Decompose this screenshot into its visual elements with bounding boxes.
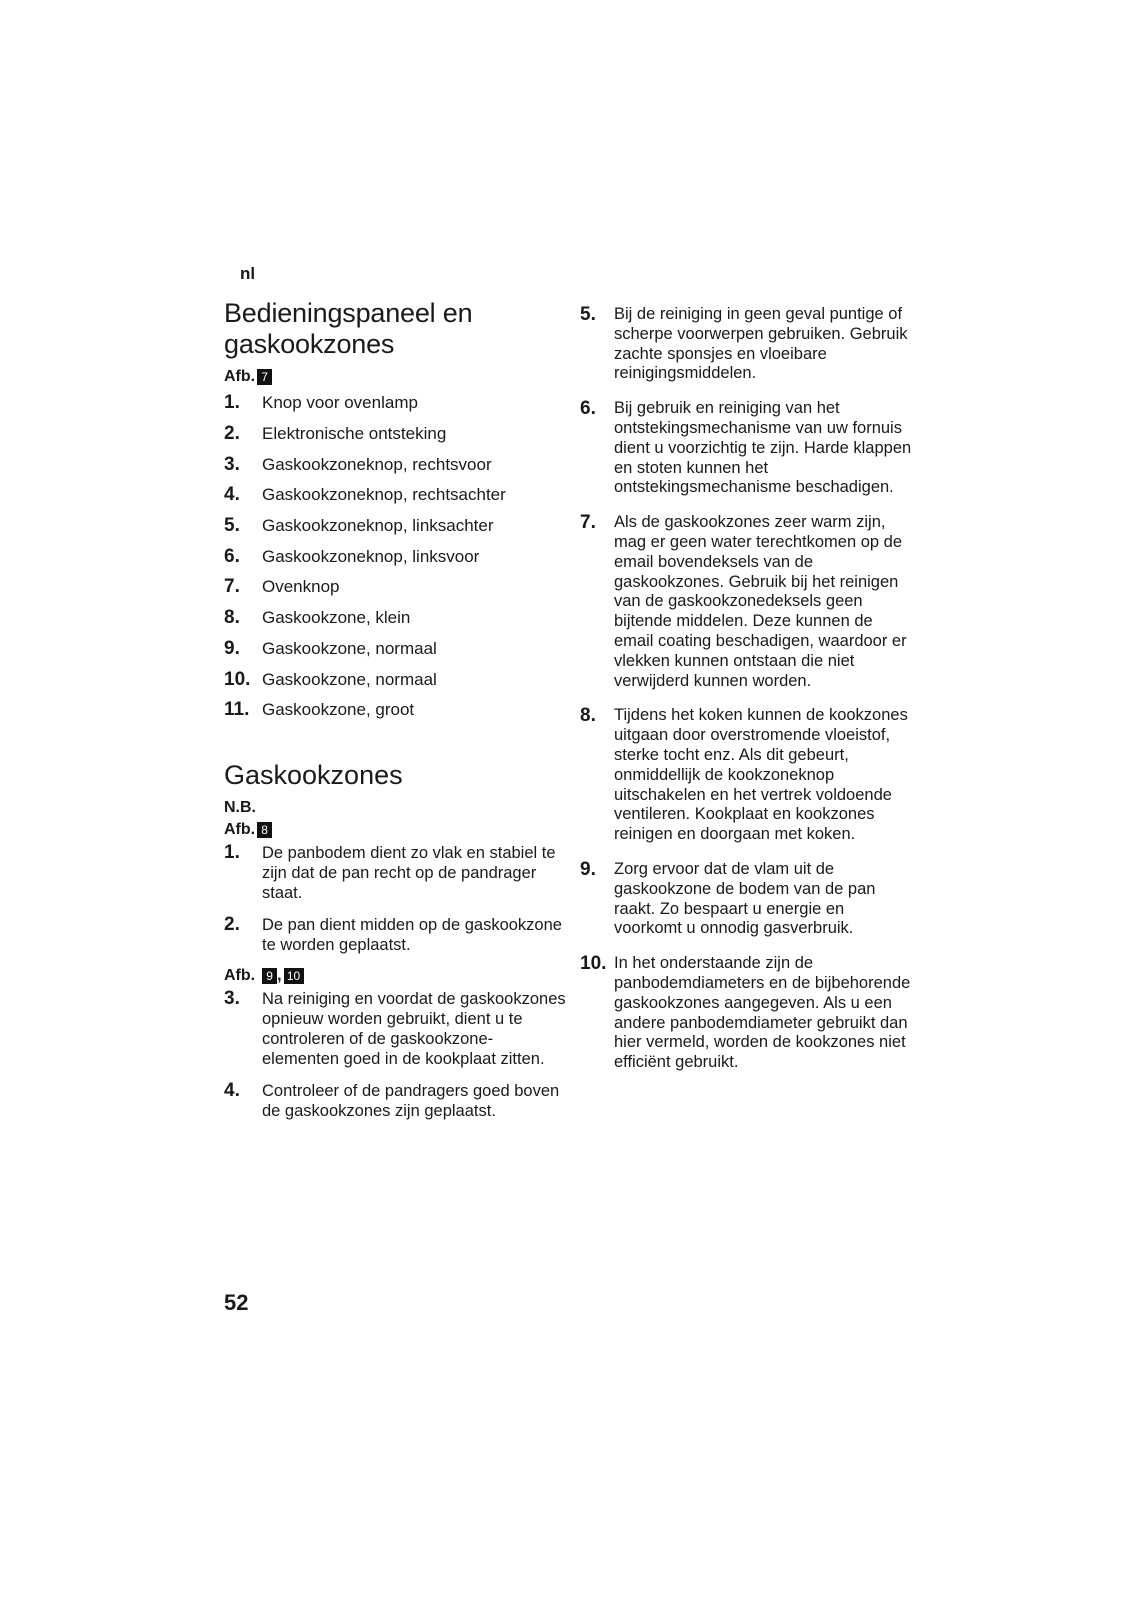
item-number: 8. [580, 705, 596, 727]
list-item [580, 860, 920, 939]
list-item [224, 388, 569, 419]
section-title-control-panel: Bedieningspaneel en gaskookzones [224, 298, 473, 359]
language-code: nl [240, 264, 256, 283]
item-number: 10. [224, 668, 251, 690]
item-number: 3. [224, 453, 240, 475]
item-number: 5. [580, 304, 596, 325]
item-text: De panbodem dient zo vlak en stabiel te zijn dat de pan recht op de pandrager staat. [262, 843, 556, 902]
list-item [580, 706, 920, 845]
pan-instructions-list [224, 843, 569, 955]
zone-check-list [224, 989, 569, 1121]
list-item [224, 1081, 569, 1121]
item-text: Ovenknop [262, 577, 340, 597]
list-item [224, 843, 569, 903]
item-text: Zorg ervoor dat de vlam uit de gaskookzone de bodem van de pan raakt. Zo bespaart u energie en voorkomt u onnodig gasverbruik. [614, 859, 876, 938]
item-number: 9. [580, 858, 596, 880]
list-item [224, 480, 569, 511]
list-item [580, 954, 920, 1073]
item-text: Gaskookzoneknop, linksvoor [262, 546, 480, 566]
item-text: Gaskookzoneknop, rechtsachter [262, 485, 506, 505]
left-column [224, 298, 569, 1133]
figure-label: Afb. [224, 820, 256, 838]
item-text: Gaskookzone, normaal [262, 669, 437, 689]
figure-label: Afb. [224, 368, 256, 385]
item-number: 5. [224, 515, 240, 537]
list-item [224, 695, 569, 726]
item-number: 8. [224, 607, 240, 629]
item-number: 6. [580, 398, 596, 420]
list-item [224, 419, 569, 450]
list-item [224, 541, 569, 572]
right-column [580, 305, 920, 1088]
item-number: 7. [580, 512, 596, 534]
item-number: 1. [224, 392, 240, 414]
item-number: 4. [224, 1079, 240, 1101]
figure-reference-9-10 [224, 967, 569, 985]
item-text: Bij gebruik en reiniging van het ontstekingsmechanisme van uw fornuis dient u voorzichtig te zijn. Harde klappen en stoten kunnen het ontstekingsmechanisme beschadigen. [614, 399, 912, 497]
item-number: 11. [224, 699, 250, 721]
item-text: Bij de reiniging in geen geval puntige of scherpe voorwerpen gebruiken. Gebruik zachte sponsjes en vloeibare reinigingsmiddelen. [614, 305, 908, 383]
item-text: Elektronische ontsteking [262, 424, 447, 444]
item-number: 2. [224, 423, 240, 445]
figure-number-badge: 7 [257, 369, 272, 385]
figure-label: Afb. [224, 966, 256, 984]
item-text: Gaskookzoneknop, linksachter [262, 516, 494, 536]
figure-reference-7 [224, 368, 569, 386]
item-number: 2. [224, 913, 240, 935]
item-text: Gaskookzone, groot [262, 700, 415, 720]
item-number: 1. [224, 841, 240, 863]
list-item [580, 305, 920, 384]
item-number: 9. [224, 637, 240, 659]
item-text: Knop voor ovenlamp [262, 393, 418, 413]
item-text: De pan dient midden op de gaskookzone te worden geplaatst. [262, 915, 562, 954]
list-item [224, 915, 569, 955]
section-title-gas-zones: Gaskookzones [224, 759, 403, 790]
list-item [224, 449, 569, 480]
list-item [580, 399, 920, 498]
control-panel-parts-list [224, 388, 569, 726]
list-item [580, 513, 920, 691]
list-item [224, 603, 569, 634]
item-text: Gaskookzoneknop, rechtsvoor [262, 454, 492, 474]
note-label: N.B. [224, 798, 256, 816]
figure-number-badge: 10 [284, 968, 304, 984]
item-number: 10. [580, 953, 607, 975]
figure-separator: , [277, 966, 282, 984]
list-item [224, 664, 569, 695]
list-item [224, 511, 569, 542]
item-text: Tijdens het koken kunnen de kookzones uitgaan door overstromende vloeistof, sterke tocht enz. Als dit gebeurt, onmiddellijk de kookzoneknop uitschakelen en het vertrek voldoende ventileren. Kookplaat en kookzones reinigen en doorgaan met koken. [614, 706, 908, 844]
page-number: 52 [224, 1290, 249, 1315]
list-item [224, 989, 569, 1069]
figure-reference-8 [224, 821, 569, 839]
list-item [224, 634, 569, 665]
item-number: 6. [224, 545, 240, 567]
list-item [224, 572, 569, 603]
figure-number-badge: 8 [257, 822, 272, 838]
item-number: 7. [224, 576, 240, 598]
item-text: Controleer of de pandragers goed boven de gaskookzones zijn geplaatst. [262, 1081, 560, 1120]
item-text: Gaskookzone, klein [262, 608, 411, 628]
item-number: 3. [224, 987, 240, 1009]
item-text: Gaskookzone, normaal [262, 638, 437, 658]
item-text: Na reiniging en voordat de gaskookzones opnieuw worden gebruikt, dient u te controleren of de gaskookzone-elementen goed in de kookplaat zitten. [262, 989, 566, 1068]
item-text: Als de gaskookzones zeer warm zijn, mag er geen water terechtkomen op de email bovendeksels van de gaskookzones. Gebruik bij het reinigen van de gaskookzonedeksels geen bijtende middelen. Deze kunnen de email coating beschadigen, waardoor er vlekken kunnen ontstaan die niet verwijderd kunnen worden. [614, 513, 907, 690]
figure-number-badge: 9 [262, 968, 277, 984]
item-text: In het onderstaande zijn de panbodemdiameters en de bijbehorende gaskookzones aangegeven. Als u een andere panbodemdiameter gebruikt dan hier vermeld, worden de kookzones niet efficiënt gebruikt. [614, 954, 911, 1072]
item-number: 4. [224, 484, 240, 506]
